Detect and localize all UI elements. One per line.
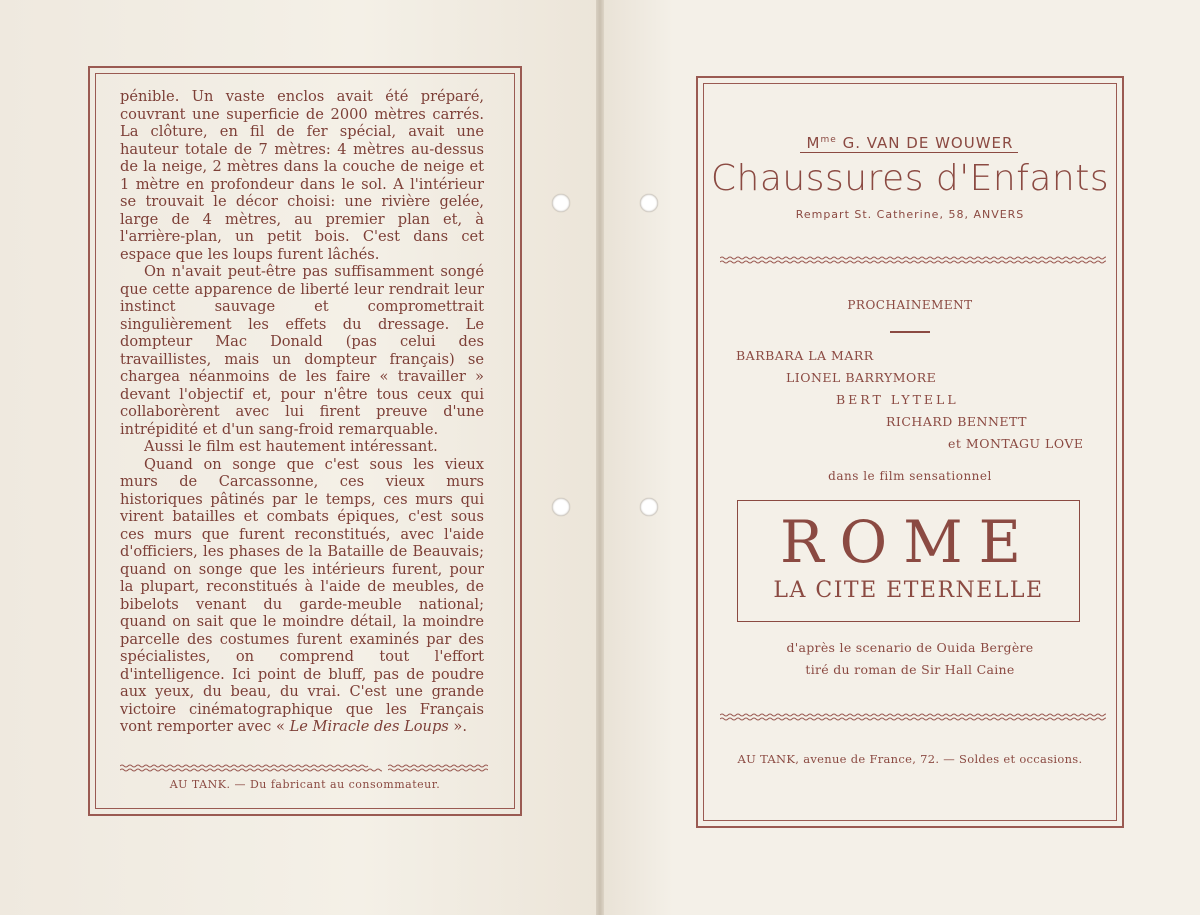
- wavy-rule: [720, 255, 1106, 265]
- wavy-rule: [388, 763, 488, 773]
- closing-punctuation: .: [462, 718, 467, 735]
- article-paragraph: Aussi le film est hautement intéressant.: [144, 438, 438, 455]
- left-footer: AU TANK. — Du fabricant au consommateur.: [169, 778, 441, 791]
- advertiser-prefix: M: [806, 134, 821, 152]
- advertiser-underline: [800, 152, 1018, 153]
- film-intro: dans le film sensationnel: [828, 469, 992, 483]
- film-credit-novel: tiré du roman de Sir Hall Caine: [805, 662, 1015, 677]
- coming-soon-label: PROCHAINEMENT: [847, 298, 973, 312]
- punch-hole: [640, 194, 658, 212]
- article-paragraph: Quand on songe que c'est sous les vieux murs de Carcassonne, ces vieux murs historiques pâtinés par le temps, ces murs qui virent batailles et combats épiques, c'est sous ces murs que furent reconstitués, avec l'aide d'officiers, les phases de la Bataille de Beauvais; quand on songe que les intérieurs furent, pour la plupart, reconstitués à l'aide de meubles, de bibelots venant du garde-meuble national; quand on sait que le moindre détail, la moindre parcelle des costumes furent examinés par des spécialistes, on comprend tout l'effort d'intelligence. Ici point de bluff, pas de poudre aux yeux, du beau, du vrai. C'est une grande victoire cinématographique que les Français vont remporter avec « Le Miracle des Loups ».: [120, 455, 484, 735]
- punch-hole: [640, 498, 658, 516]
- right-footer: AU TANK, avenue de France, 72. — Soldes et occasions.: [737, 752, 1083, 766]
- cast-member: BERT LYTELL: [836, 392, 959, 407]
- wavy-rule: [120, 763, 382, 773]
- advertiser-name-text: G. VAN DE WOUWER: [836, 134, 1014, 152]
- article-paragraph: pénible. Un vaste enclos avait été préparé, couvrant une superficie de 2000 mètres carrés. La clôture, en fil de fer spécial, avait une hauteur totale de 7 mètres: 4 mètres au-dessus de la neige, 2 mètres dans la couche de neige et 1 mètre en profondeur dans le sol. A l'intérieur se trouvait le décor choisi: une rivière gelée, large de 4 mètres, au premier plan et, à l'arrière-plan, un petit bois. C'est dans cet espace que les loups furent lâchés.: [120, 88, 484, 263]
- cast-member: et MONTAGU LOVE: [948, 436, 1084, 451]
- cast-member: LIONEL BARRYMORE: [786, 370, 937, 385]
- punch-hole: [552, 498, 570, 516]
- film-credit-scenario: d'après le scenario de Ouida Bergère: [786, 640, 1034, 655]
- film-subtitle: LA CITE ETERNELLE: [773, 578, 1044, 603]
- cast-member: BARBARA LA MARR: [736, 348, 874, 363]
- shop-address: Rempart St. Catherine, 58, ANVERS: [795, 208, 1025, 221]
- shop-name: Chaussures d'Enfants: [710, 158, 1110, 199]
- book-spine: [596, 0, 604, 915]
- article-paragraph-text: Quand on songe que c'est sous les vieux murs de Carcassonne, ces vieux murs historiques pâtinés par le temps, ces murs qui virent batailles et combats épiques, c'est sous ces murs que furent reconstitués, avec l'aide d'officiers, les phases de la Bataille de Beauvais; quand on songe que les intérieurs furent, pour la plupart, reconstitués à l'aide de meubles, de bibelots venant du garde-meuble national; quand on sait que le moindre détail, la moindre parcelle des costumes furent examinés par des spécialistes, on comprend tout l'effort d'intelligence. Ici point de bluff, pas de poudre aux yeux, du beau, du vrai. C'est une grande victoire cinématographique que les Français vont remporter avec: [120, 455, 484, 735]
- article-text: [120, 88, 484, 736]
- cast-member: RICHARD BENNETT: [886, 414, 1027, 429]
- punch-hole: [552, 194, 570, 212]
- film-reference: Le Miracle des Loups: [289, 718, 449, 735]
- film-title: ROME: [780, 508, 1037, 576]
- short-rule: [890, 331, 930, 333]
- article-paragraph: On n'avait peut-être pas suffisamment songé que cette apparence de liberté leur rendrait leur instinct sauvage et compromettrait singulièrement les effets du dressage. Le dompteur Mac Donald (pas celui des travaillistes, mais un dompteur français) se chargea néanmoins de les faire « travailler » devant l'objectif et, pour n'être tous ceux qui collaborèrent avec lui firent preuve d'une intrépidité et d'un sang-froid remarquable.: [120, 263, 484, 438]
- advertiser-name: [700, 134, 1120, 152]
- wavy-rule: [720, 712, 1106, 722]
- advertiser-superscript: me: [820, 135, 837, 145]
